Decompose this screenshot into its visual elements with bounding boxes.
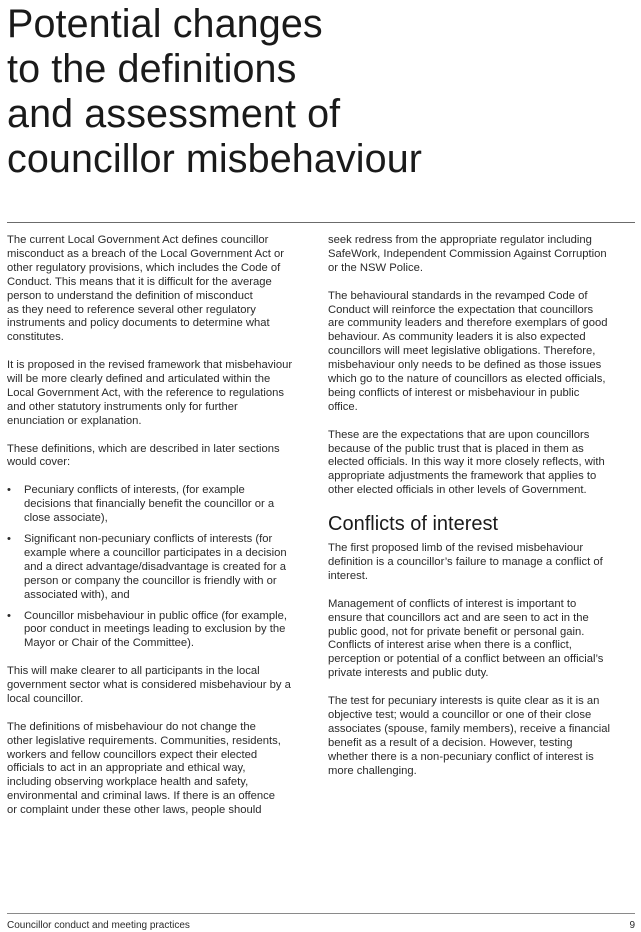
text-line: ensure that councillors act and are seen to act in the bbox=[328, 611, 589, 624]
footer-document-title: Councillor conduct and meeting practices bbox=[7, 920, 190, 931]
title-line: and assessment of bbox=[7, 92, 341, 136]
left-column bbox=[7, 234, 312, 832]
text-line: associated with), and bbox=[24, 588, 130, 601]
text-line: objective test; would a councillor or one of their close bbox=[328, 708, 592, 721]
text-line: The current Local Government Act defines councillor bbox=[7, 234, 269, 246]
text-line: person or company the councillor is friendly with or bbox=[24, 574, 277, 587]
text-line: Local Government Act, with the reference to regulations bbox=[7, 386, 285, 399]
text-line: and a direct advantage/disadvantage is created for a bbox=[24, 560, 287, 573]
bullet-item-misbehaviour bbox=[7, 610, 312, 652]
paragraph-management-of-conflicts bbox=[328, 598, 634, 681]
text-line: more challenging. bbox=[328, 764, 417, 777]
text-line: or complaint under these other laws, people should bbox=[7, 804, 262, 817]
text-line: decisions that financially benefit the councillor or a bbox=[24, 498, 275, 511]
text-line: Pecuniary conflicts of interests, (for example bbox=[24, 484, 245, 497]
text-line: perception or potential of a conflict between an official’s bbox=[328, 653, 604, 666]
paragraph-behavioural-standards bbox=[328, 290, 634, 415]
text-line: The test for pecuniary interests is quite clear as it is an bbox=[328, 695, 600, 708]
text-line: will be more clearly defined and articulated within the bbox=[7, 373, 271, 386]
text-line: as they need to reference several other regulatory bbox=[7, 303, 256, 316]
text-line: constitutes. bbox=[7, 331, 64, 344]
text-line: are community leaders and therefore exemplars of good bbox=[328, 317, 608, 330]
text-line: The first proposed limb of the revised misbehaviour bbox=[328, 542, 584, 555]
text-line: misconduct as a breach of the Local Government Act or bbox=[7, 247, 285, 260]
paragraph-clarity bbox=[7, 665, 312, 707]
text-line: definition is a councillor’s failure to manage a conflict of bbox=[328, 555, 603, 568]
title-divider bbox=[7, 222, 635, 223]
paragraph-proposal bbox=[7, 359, 312, 429]
text-line: The definitions of misbehaviour do not change the bbox=[7, 720, 256, 733]
text-line: example where a councillor participates in a decision bbox=[24, 546, 287, 559]
title-line: Potential changes bbox=[7, 2, 323, 46]
text-line: It is proposed in the revised framework that misbehaviour bbox=[7, 359, 293, 372]
text-line: interest. bbox=[328, 569, 369, 582]
text-line: councillors will meet legislative obligations. Therefore, bbox=[328, 345, 596, 358]
text-line: whether there is a non-pecuniary conflict of interest is bbox=[328, 750, 594, 763]
text-line: Councillor misbehaviour in public office (for example, bbox=[24, 609, 288, 622]
text-line: Mayor or Chair of the Committee). bbox=[24, 637, 195, 650]
text-line: being conflicts of interest or misbehaviour in public bbox=[328, 386, 580, 399]
text-line: officials to act in an appropriate and ethical way, bbox=[7, 762, 246, 775]
text-line: person to understand the definition of misconduct bbox=[7, 289, 253, 302]
text-line: enunciation or explanation. bbox=[7, 414, 142, 427]
paragraph-definitions-intro bbox=[7, 443, 312, 471]
paragraph-current-act bbox=[7, 234, 312, 345]
page-title bbox=[7, 2, 607, 182]
text-line: because of the public trust that is placed in them as bbox=[328, 442, 584, 455]
definitions-bullet-list bbox=[7, 484, 312, 651]
text-line: environmental and criminal laws. If there is an offence bbox=[7, 790, 276, 803]
text-line: including observing workplace health and safety, bbox=[7, 776, 249, 789]
text-line: This will make clearer to all participants in the local bbox=[7, 665, 260, 678]
text-line: public good, not for private benefit or personal gain. bbox=[328, 625, 585, 638]
text-line: government sector what is considered misbehaviour by a bbox=[7, 679, 291, 692]
paragraph-expectations bbox=[328, 429, 634, 499]
paragraph-first-limb bbox=[328, 542, 634, 584]
text-line: other legislative requirements. Communities, residents, bbox=[7, 734, 281, 747]
text-line: associates (spouse, family members), receive a financial bbox=[328, 722, 610, 735]
title-line: to the definitions bbox=[7, 47, 297, 91]
text-line: appropriate adjustments the framework that applies to bbox=[328, 470, 597, 483]
text-line: other regulatory provisions, which includes the Code of bbox=[7, 261, 281, 274]
text-line: private interests and public duty. bbox=[328, 667, 489, 680]
text-line: Conduct. This means that it is difficult for the average bbox=[7, 275, 272, 288]
paragraph-legislative-requirements bbox=[7, 721, 312, 818]
text-line: Conflicts of interest arise when there is a conflict, bbox=[328, 639, 572, 652]
text-line: Conduct will reinforce the expectation that councillors bbox=[328, 303, 594, 316]
bullet-marker: • bbox=[7, 484, 11, 497]
text-line: other elected officials in other levels of Government. bbox=[328, 484, 587, 497]
text-line: seek redress from the appropriate regulator including bbox=[328, 234, 592, 246]
text-line: behaviour. As community leaders it is also expected bbox=[328, 331, 586, 344]
text-line: poor conduct in meetings leading to exclusion by the bbox=[24, 623, 286, 636]
text-line: instruments and policy documents to determine what bbox=[7, 317, 270, 330]
footer-divider bbox=[7, 913, 635, 914]
page-number: 9 bbox=[629, 920, 635, 931]
paragraph-redress bbox=[328, 234, 634, 276]
section-heading-conflicts-of-interest: Conflicts of interest bbox=[328, 513, 499, 536]
bullet-item-pecuniary bbox=[7, 484, 312, 526]
text-line: office. bbox=[328, 400, 358, 413]
text-line: The behavioural standards in the revamped Code of bbox=[328, 289, 588, 302]
text-line: elected officials. In this way it more closely reflects, with bbox=[328, 456, 605, 469]
text-line: close associate), bbox=[24, 512, 108, 525]
text-line: Management of conflicts of interest is important to bbox=[328, 597, 577, 610]
text-line: misbehaviour only needs to be defined as those issues bbox=[328, 359, 602, 372]
paragraph-pecuniary-test bbox=[328, 695, 634, 778]
text-line: or the NSW Police. bbox=[328, 261, 424, 274]
text-line: SafeWork, Independent Commission Against Corruption bbox=[328, 247, 607, 260]
text-line: and other statutory instruments only for further bbox=[7, 400, 238, 413]
text-line: These definitions, which are described in later sections bbox=[7, 442, 280, 455]
bullet-marker: • bbox=[7, 609, 11, 622]
text-line: benefit as a result of a decision. However, testing bbox=[328, 736, 573, 749]
bullet-item-non-pecuniary bbox=[7, 533, 312, 603]
text-line: workers and fellow councillors expect their elected bbox=[7, 748, 258, 761]
title-line: councillor misbehaviour bbox=[7, 137, 423, 181]
text-line: These are the expectations that are upon councillors bbox=[328, 428, 590, 441]
text-line: local councillor. bbox=[7, 692, 84, 705]
text-line: would cover: bbox=[7, 456, 71, 469]
bullet-marker: • bbox=[7, 532, 11, 545]
text-line: which go to the nature of councillors as elected officials, bbox=[328, 373, 606, 386]
right-column bbox=[328, 234, 634, 792]
text-line: Significant non-pecuniary conflicts of interests (for bbox=[24, 532, 273, 545]
